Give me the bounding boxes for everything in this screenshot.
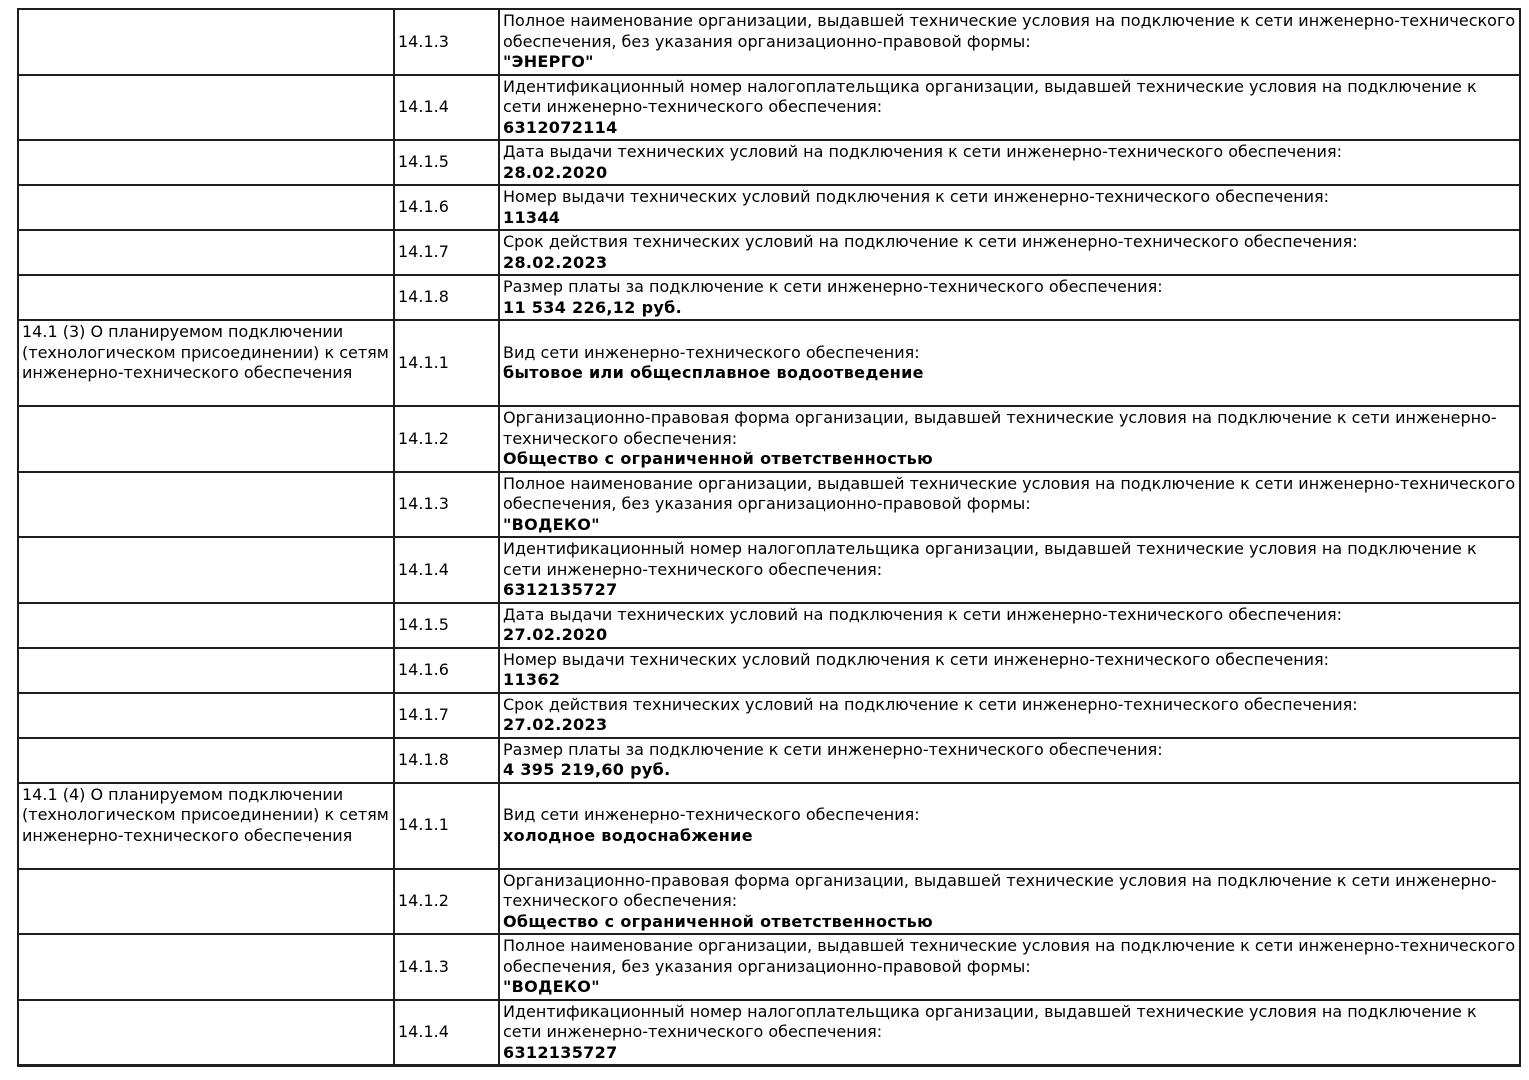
row-code: 14.1.4 [398,97,449,116]
code-cell [394,648,499,693]
field-label: Полное наименование организации, выдавшей технические условия на подключение к сети инженерно-технического обеспечения, без указания организационно-правовой формы: [503,936,1516,976]
content-cell [499,230,1520,275]
section-cell [18,320,394,406]
code-cell [394,693,499,738]
row-code: 14.1.3 [398,956,449,976]
table-row-section [18,783,1520,869]
field-label: Идентификационный номер налогоплательщика организации, выдавшей технические условия на подключение к сети инженерно-технического обеспечения: [503,539,1477,579]
field-label: Идентификационный номер налогоплательщика организации, выдавшей технические условия на подключение к сети инженерно-технического обеспечения: [503,1001,1477,1041]
content-cell [499,140,1520,185]
table-row [18,738,1520,783]
content-cell [499,320,1520,406]
field-value: 28.02.2023 [503,252,608,272]
field-label: Размер платы за подключение к сети инженерно-технического обеспечения: [503,277,1163,296]
section-cell [18,738,394,783]
section-cell [18,9,394,75]
section-cell [18,934,394,1000]
field-value: 6312135727 [503,1042,618,1062]
table-row [18,693,1520,738]
field-value: 27.02.2020 [503,625,608,644]
table-row [18,185,1520,230]
field-value: "ВОДЕКО" [503,514,600,534]
row-code: 14.1.3 [398,31,449,51]
section-cell [18,869,394,935]
content-cell [499,648,1520,693]
table-row [18,230,1520,275]
field-value: "ВОДЕКО" [503,977,600,996]
row-code: 14.1.1 [398,352,449,372]
row-code: 14.1.4 [398,1022,449,1041]
code-cell [394,185,499,230]
section-cell [18,472,394,538]
content-cell [499,934,1520,1000]
field-label: Дата выдачи технических условий на подключения к сети инженерно-технического обеспечения: [503,604,1342,624]
row-code: 14.1.7 [398,704,449,724]
table-row [18,934,1520,1000]
field-label: Вид сети инженерно-технического обеспечения: [503,342,920,362]
row-code: 14.1.2 [398,891,449,910]
table-row [18,1000,1520,1066]
field-value: 11362 [503,670,561,689]
section-title: 14.1 (4) О планируемом подключении (технологическом присоединении) к сетям инженерно-технического обеспечения [22,784,389,845]
content-cell [499,783,1520,869]
section-title: 14.1 (3) О планируемом подключении (технологическом присоединении) к сетям инженерно-технического обеспечения [22,322,389,382]
content-cell [499,537,1520,603]
field-label: Дата выдачи технических условий на подключения к сети инженерно-технического обеспечения: [503,142,1342,161]
field-value: 6312072114 [503,117,618,137]
row-code: 14.1.5 [398,614,449,634]
table-row [18,648,1520,693]
content-cell [499,603,1520,648]
field-label: Номер выдачи технических условий подключения к сети инженерно-технического обеспечения: [503,187,1330,206]
field-label: Организационно-правовая форма организации, выдавшей технические условия на подключение к сети инженерно-технического обеспечения: [503,870,1497,910]
section-cell [18,783,394,869]
code-cell [394,1000,499,1066]
content-cell [499,1000,1520,1066]
section-cell [18,603,394,648]
row-code: 14.1.7 [398,242,449,262]
code-cell [394,738,499,783]
section-cell [18,75,394,141]
field-value: 6312135727 [503,580,618,599]
row-code: 14.1.2 [398,428,449,448]
code-cell [394,869,499,935]
field-label: Срок действия технических условий на подключение к сети инженерно-технического обеспечения: [503,232,1358,251]
declaration-table [17,8,1521,1067]
content-cell [499,869,1520,935]
table-row [18,472,1520,538]
field-value: 11344 [503,207,561,227]
table-row [18,537,1520,603]
table-row [18,603,1520,648]
table-row [18,140,1520,185]
table-row [18,869,1520,935]
row-code: 14.1.8 [398,287,449,307]
field-value: Общество с ограниченной ответственностью [503,449,933,468]
section-cell [18,648,394,693]
field-label: Организационно-правовая форма организации, выдавшей технические условия на подключение к сети инженерно-технического обеспечения: [503,408,1497,448]
section-cell [18,140,394,185]
code-cell [394,320,499,406]
table-row [18,406,1520,472]
field-label: Идентификационный номер налогоплательщика организации, выдавшей технические условия на подключение к сети инженерно-технического обеспечения: [503,76,1477,116]
section-cell [18,275,394,320]
table-row [18,9,1520,75]
field-label: Полное наименование организации, выдавшей технические условия на подключение к сети инженерно-технического обеспечения, без указания организационно-правовой формы: [503,473,1516,513]
code-cell [394,275,499,320]
field-value: холодное водоснабжение [503,825,753,845]
content-cell [499,75,1520,141]
table-row [18,275,1520,320]
code-cell [394,9,499,75]
field-value: 11 534 226,12 руб. [503,297,683,317]
content-cell [499,9,1520,75]
code-cell [394,140,499,185]
row-code: 14.1.8 [398,749,449,769]
content-cell [499,693,1520,738]
code-cell [394,537,499,603]
section-cell [18,537,394,603]
field-value: 4 395 219,60 руб. [503,760,671,779]
content-cell [499,406,1520,472]
field-value: 27.02.2023 [503,715,608,734]
field-value: 28.02.2020 [503,162,608,182]
table-row [18,75,1520,141]
field-value: Общество с ограниченной ответственностью [503,911,933,931]
row-code: 14.1.6 [398,197,449,217]
code-cell [394,934,499,1000]
code-cell [394,783,499,869]
section-cell [18,406,394,472]
code-cell [394,406,499,472]
field-label: Полное наименование организации, выдавшей технические условия на подключение к сети инженерно-технического обеспечения, без указания организационно-правовой формы: [503,11,1516,51]
row-code: 14.1.3 [398,494,449,513]
row-code: 14.1.5 [398,152,449,172]
field-label: Вид сети инженерно-технического обеспечения: [503,805,920,824]
section-cell [18,1000,394,1066]
content-cell [499,275,1520,320]
field-label: Номер выдачи технических условий подключения к сети инженерно-технического обеспечения: [503,649,1330,669]
section-cell [18,230,394,275]
row-code: 14.1.4 [398,559,449,579]
section-cell [18,693,394,738]
field-value: "ЭНЕРГО" [503,52,594,71]
row-code: 14.1.6 [398,659,449,679]
content-cell [499,738,1520,783]
content-cell [499,185,1520,230]
row-code: 14.1.1 [398,815,449,835]
field-label: Срок действия технических условий на подключение к сети инженерно-технического обеспечения: [503,694,1358,714]
code-cell [394,472,499,538]
field-label: Размер платы за подключение к сети инженерно-технического обеспечения: [503,739,1163,759]
code-cell [394,230,499,275]
code-cell [394,603,499,648]
content-cell [499,472,1520,538]
code-cell [394,75,499,141]
table-row-section [18,320,1520,406]
section-cell [18,185,394,230]
field-value: бытовое или общесплавное водоотведение [503,363,924,382]
